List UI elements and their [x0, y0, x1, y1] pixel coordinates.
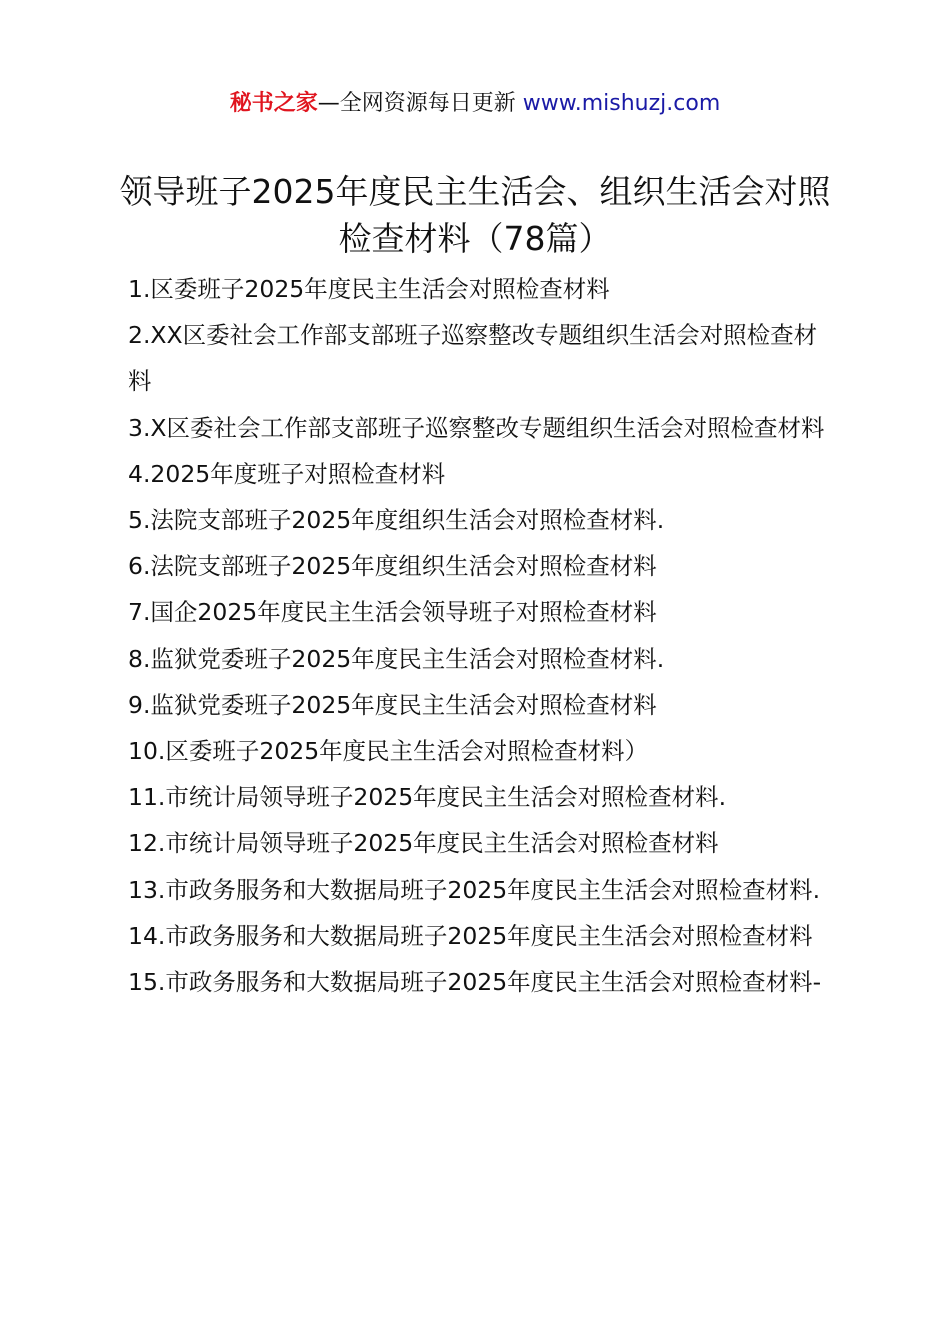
list-item: 12.市统计局领导班子2025年度民主生活会对照检查材料 — [128, 829, 719, 858]
site-url-link[interactable]: www.mishuzj.com — [522, 91, 721, 116]
list-item: 13.市政务服务和大数据局班子2025年度民主生活会对照检查材料. — [128, 875, 821, 904]
list-item: 9.监狱党委班子2025年度民主生活会对照检查材料 — [128, 690, 657, 719]
list-item: 14.市政务服务和大数据局班子2025年度民主生活会对照检查材料 — [128, 921, 813, 950]
list-item: 7.国企2025年度民主生活会领导班子对照检查材料 — [128, 598, 657, 627]
material-list — [128, 266, 840, 1005]
list-item: 6.法院支部班子2025年度组织生活会对照检查材料 — [128, 552, 657, 581]
list-item: 11.市统计局领导班子2025年度民主生活会对照检查材料. — [128, 783, 727, 812]
list-item: 4.2025年度班子对照检查材料 — [128, 459, 446, 488]
list-item: 5.法院支部班子2025年度组织生活会对照检查材料. — [128, 506, 665, 535]
list-item: 3.X区委社会工作部支部班子巡察整改专题组织生活会对照检查材料 — [128, 413, 825, 442]
list-item: 2.XX区委社会工作部支部班子巡察整改专题组织生活会对照检查材料 — [128, 321, 818, 396]
header-slogan: —全网资源每日更新 — [317, 91, 516, 116]
brand-name: 秘书之家 — [229, 91, 318, 116]
document-title: 领导班子2025年度民主生活会、组织生活会对照检查材料（78篇） — [119, 172, 831, 258]
list-item: 8.监狱党委班子2025年度民主生活会对照检查材料. — [128, 644, 665, 673]
list-item: 1.区委班子2025年度民主生活会对照检查材料 — [128, 275, 610, 303]
list-item: 10.区委班子2025年度民主生活会对照检查材料） — [128, 737, 649, 766]
list-item: 15.市政务服务和大数据局班子2025年度民主生活会对照检查材料- — [128, 968, 822, 997]
site-header — [0, 86, 950, 122]
